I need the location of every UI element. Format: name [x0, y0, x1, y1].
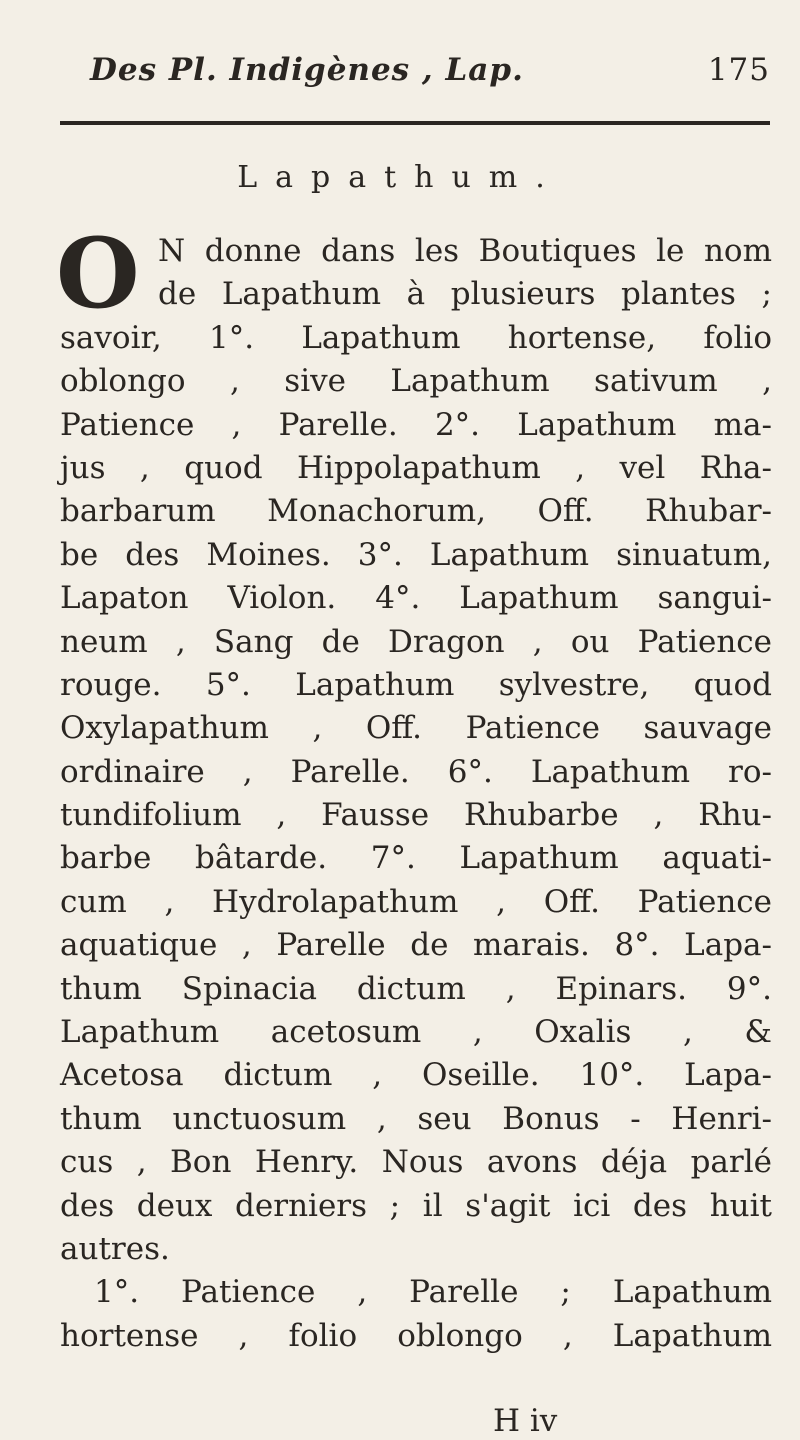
text-line: ordinaire , Parelle. 6°. Lapathum ro-	[60, 753, 772, 790]
text-line: cus , Bon Henry. Nous avons déja parlé	[60, 1144, 772, 1181]
text-line: hortense , folio oblongo , Lapathum	[60, 1317, 772, 1354]
text-line: des deux derniers ; il s'agit ici des huit	[60, 1187, 772, 1224]
text-line: be des Moines. 3°. Lapathum sinuatum,	[60, 536, 772, 573]
text-line: neum , Sang de Dragon , ou Patience	[60, 623, 772, 660]
text-line: Lapaton Violon. 4°. Lapathum sangui-	[60, 580, 772, 617]
text-line: N donne dans les Boutiques le nom	[158, 233, 772, 269]
page-number: 175	[707, 52, 770, 88]
text-line: thum Spinacia dictum , Epinars. 9°.	[60, 970, 772, 1007]
text-line: autres.	[60, 1230, 170, 1267]
text-line: Lapathum acetosum , Oxalis , &	[60, 1014, 772, 1051]
text-line: barbarum Monachorum, Off. Rhubar-	[60, 493, 772, 530]
text-line: aquatique , Parelle de marais. 8°. Lapa-	[60, 927, 772, 964]
drop-cap: O	[56, 217, 140, 330]
section-heading: Lapathum.	[237, 160, 563, 195]
text-line: Acetosa dictum , Oseille. 10°. Lapa-	[60, 1057, 772, 1094]
body-text	[60, 230, 772, 1358]
text-line: barbe bâtarde. 7°. Lapathum aquati-	[60, 840, 772, 877]
signature-mark: H iv	[493, 1403, 558, 1439]
text-line: Oxylapathum , Off. Patience sauvage	[60, 710, 772, 747]
text-line: savoir, 1°. Lapathum hortense, folio	[60, 319, 772, 356]
header-rule	[60, 121, 770, 125]
text-line: tundifolium , Fausse Rhubarbe , Rhu-	[60, 797, 772, 834]
text-line: cum , Hydrolapathum , Off. Patience	[60, 883, 772, 920]
text-line: rouge. 5°. Lapathum sylvestre, quod	[60, 666, 772, 703]
text-line: Patience , Parelle. 2°. Lapathum ma-	[60, 406, 772, 443]
text-line: 1°. Patience , Parelle ; Lapathum	[94, 1274, 772, 1311]
running-head	[90, 52, 770, 102]
text-line: thum unctuosum , seu Bonus - Henri-	[60, 1100, 772, 1137]
text-line: oblongo , sive Lapathum sativum ,	[60, 363, 772, 400]
text-line: de Lapathum à plusieurs plantes ;	[158, 276, 772, 313]
running-head-title: Des Pl. Indigènes , Lap.	[90, 52, 524, 88]
text-line: jus , quod Hippolapathum , vel Rha-	[60, 449, 772, 486]
